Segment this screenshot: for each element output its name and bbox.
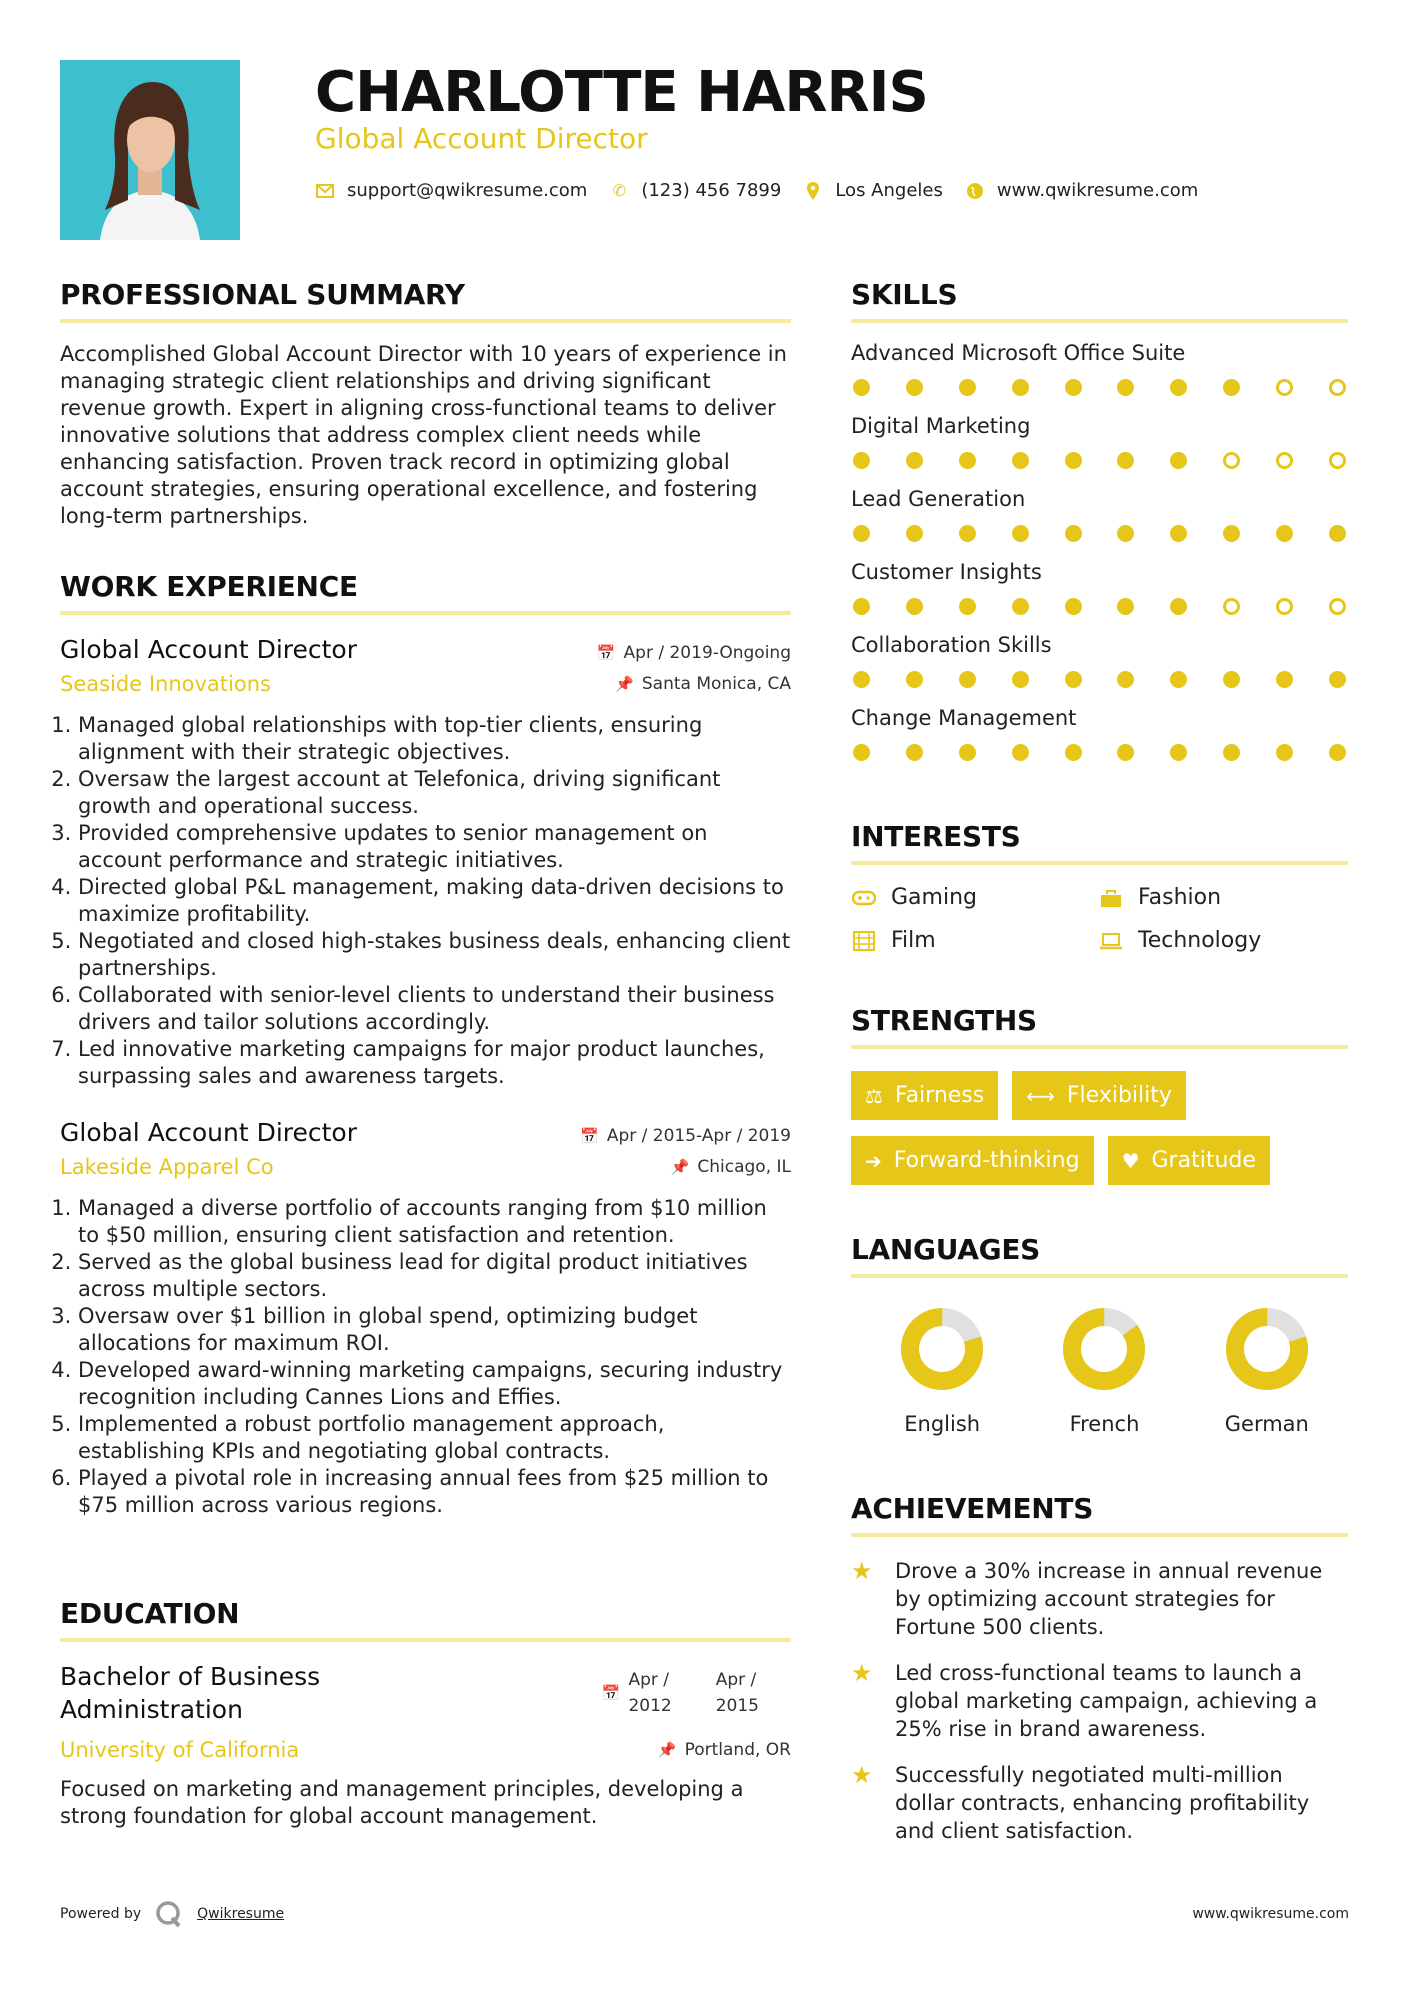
gamepad-icon bbox=[851, 890, 877, 906]
powered-by-text: Powered by bbox=[60, 1906, 142, 1922]
achievements-heading: ACHIEVEMENTS bbox=[851, 1492, 1348, 1537]
rating-dot bbox=[1223, 452, 1240, 469]
interest-label: Fashion bbox=[1138, 885, 1222, 910]
star-icon: ★ bbox=[851, 1557, 873, 1585]
rating-dot bbox=[906, 525, 923, 542]
rating-dot bbox=[1276, 379, 1293, 396]
experience-section bbox=[60, 570, 791, 1519]
list-item: 3. Provided comprehensive updates to senior management on account performance and strategic initiatives. bbox=[78, 820, 791, 874]
list-item: 7. Led innovative marketing campaigns for major product launches, surpassing sales and awareness targets. bbox=[78, 1036, 791, 1090]
rating-dot bbox=[1329, 598, 1346, 615]
rating-dot bbox=[959, 452, 976, 469]
rating-dot bbox=[959, 525, 976, 542]
rating-dot bbox=[1329, 452, 1346, 469]
achievement-text: Led cross-functional teams to launch a global marketing campaign, achieving a 25% rise in brand awareness. bbox=[895, 1661, 1318, 1741]
job-location-text: Chicago, IL bbox=[697, 1157, 791, 1177]
rating-dot bbox=[1117, 744, 1134, 761]
laptop-icon bbox=[1098, 932, 1124, 950]
contact-website[interactable] bbox=[965, 180, 1198, 201]
contact-bar bbox=[315, 180, 1220, 201]
education-heading: EDUCATION bbox=[60, 1597, 791, 1642]
rating-dot bbox=[1117, 525, 1134, 542]
rating-dot bbox=[959, 379, 976, 396]
skill-name: Digital Marketing bbox=[851, 414, 1031, 438]
location-text: Los Angeles bbox=[835, 180, 943, 201]
rating-dot bbox=[1276, 744, 1293, 761]
rating-dot bbox=[1065, 525, 1082, 542]
interest-item bbox=[851, 928, 1098, 953]
interests-heading: INTERESTS bbox=[851, 820, 1348, 865]
rating-dot bbox=[1065, 452, 1082, 469]
interest-label: Film bbox=[891, 928, 936, 953]
rating-dot bbox=[1117, 379, 1134, 396]
brand-link[interactable]: Qwikresume bbox=[197, 1906, 285, 1922]
list-item: 5. Negotiated and closed high-stakes business deals, enhancing client partnerships. bbox=[78, 928, 791, 982]
rating-dot bbox=[959, 671, 976, 688]
website-text: www.qwikresume.com bbox=[996, 180, 1199, 201]
language-donut bbox=[1222, 1304, 1312, 1394]
list-item: 6. Collaborated with senior-level clients to understand their business drivers and tailor solutions accordingly. bbox=[78, 982, 791, 1036]
rating-dot bbox=[1329, 379, 1346, 396]
languages-heading: LANGUAGES bbox=[851, 1233, 1348, 1278]
rating-dot bbox=[906, 671, 923, 688]
language-item bbox=[861, 1304, 1023, 1436]
qwikresume-logo-icon bbox=[155, 1900, 183, 1928]
rating-dot bbox=[906, 744, 923, 761]
rating-dot bbox=[1223, 525, 1240, 542]
strength-label: Gratitude bbox=[1151, 1148, 1256, 1173]
rating-dot bbox=[1170, 525, 1187, 542]
skill-name: Lead Generation bbox=[851, 487, 1026, 511]
interest-item bbox=[1098, 885, 1348, 910]
skill-name: Collaboration Skills bbox=[851, 633, 1052, 657]
interest-label: Technology bbox=[1138, 928, 1262, 953]
skills-section bbox=[851, 278, 1348, 761]
skill-item bbox=[851, 414, 1348, 469]
strength-label: Flexibility bbox=[1066, 1083, 1172, 1108]
rating-dot bbox=[853, 452, 870, 469]
summary-text: Accomplished Global Account Director with 10 years of experience in managing strategic client relationships and driving significant revenue growth. Expert in aligning cross-functional teams to deliver innovative solutions that address complex client needs while enhancing satisfaction. Proven track record in optimizing global account strategies, ensuring operational excellence, and fostering long-term partnerships. bbox=[60, 342, 787, 528]
balance-scale-icon: ⚖ bbox=[865, 1083, 883, 1108]
job-entry bbox=[60, 1118, 791, 1519]
job-date bbox=[597, 643, 791, 663]
calendar-icon: 📅 bbox=[580, 1127, 599, 1145]
languages-list bbox=[851, 1304, 1348, 1436]
language-name: French bbox=[1069, 1412, 1140, 1436]
strength-label: Forward-thinking bbox=[893, 1148, 1080, 1173]
footer-powered-by bbox=[60, 1900, 284, 1928]
skill-item bbox=[851, 341, 1348, 396]
strength-tag bbox=[851, 1136, 1094, 1185]
education-dates bbox=[602, 1660, 759, 1726]
bag-icon bbox=[1098, 888, 1124, 908]
left-column bbox=[60, 278, 791, 530]
job-location bbox=[671, 1157, 791, 1177]
job-bullets bbox=[60, 1195, 791, 1519]
star-icon: ★ bbox=[851, 1659, 873, 1687]
rating-dot bbox=[1117, 598, 1134, 615]
job-title: Global Account Director bbox=[60, 1118, 358, 1147]
rating-dot bbox=[1170, 744, 1187, 761]
rating-dot bbox=[1276, 598, 1293, 615]
interests-section bbox=[851, 820, 1348, 953]
degree-line: Bachelor of Business bbox=[60, 1662, 321, 1691]
star-icon: ★ bbox=[851, 1761, 873, 1789]
skill-name: Change Management bbox=[851, 706, 1077, 730]
education-location bbox=[658, 1740, 791, 1760]
rating-dot bbox=[959, 744, 976, 761]
calendar-icon: 📅 bbox=[596, 644, 616, 662]
list-item: 5. Implemented a robust portfolio management approach, establishing KPIs and negotiating global contracts. bbox=[78, 1411, 791, 1465]
rating-dot bbox=[853, 744, 870, 761]
summary-heading: PROFESSIONAL SUMMARY bbox=[60, 278, 791, 323]
rating-dot bbox=[959, 598, 976, 615]
interest-item bbox=[1098, 928, 1348, 953]
rating-dot bbox=[1012, 671, 1029, 688]
skill-item bbox=[851, 560, 1348, 615]
skill-item bbox=[851, 706, 1348, 761]
list-item: 2. Oversaw the largest account at Telefonica, driving significant growth and operational success. bbox=[78, 766, 791, 820]
achievement-item bbox=[851, 1761, 1348, 1845]
skill-rating bbox=[851, 525, 1348, 542]
rating-dot bbox=[1012, 525, 1029, 542]
achievement-item bbox=[851, 1557, 1348, 1641]
job-bullets bbox=[60, 712, 791, 1090]
rating-dot bbox=[1065, 671, 1082, 688]
rating-dot bbox=[1065, 598, 1082, 615]
languages-section bbox=[851, 1233, 1348, 1436]
globe-icon bbox=[965, 181, 985, 201]
rating-dot bbox=[906, 379, 923, 396]
phone-text: (123) 456 7899 bbox=[641, 180, 782, 201]
rating-dot bbox=[1117, 452, 1134, 469]
pin-icon: 📌 bbox=[615, 675, 634, 693]
company-name: Lakeside Apparel Co bbox=[60, 1155, 274, 1179]
profile-photo bbox=[60, 60, 240, 240]
rating-dot bbox=[906, 452, 923, 469]
candidate-title: Global Account Director bbox=[315, 122, 648, 155]
job-date bbox=[580, 1126, 791, 1146]
rating-dot bbox=[1170, 671, 1187, 688]
language-name: English bbox=[904, 1412, 981, 1436]
skills-list bbox=[851, 341, 1348, 761]
job-location-text: Santa Monica, CA bbox=[641, 674, 791, 694]
rating-dot bbox=[1329, 744, 1346, 761]
contact-location bbox=[803, 180, 943, 201]
pin-icon: 📌 bbox=[657, 1741, 677, 1759]
strength-tag bbox=[851, 1071, 998, 1120]
calendar-icon: 📅 bbox=[601, 1684, 621, 1702]
contact-phone[interactable] bbox=[609, 180, 781, 201]
envelope-icon bbox=[315, 181, 335, 201]
education-section bbox=[60, 1597, 791, 1830]
company-name: Seaside Innovations bbox=[60, 672, 271, 696]
skill-item bbox=[851, 487, 1348, 542]
language-donut bbox=[897, 1304, 987, 1394]
language-name: German bbox=[1224, 1412, 1309, 1436]
interest-label: Gaming bbox=[891, 885, 977, 910]
experience-heading: WORK EXPERIENCE bbox=[60, 570, 791, 615]
rating-dot bbox=[1065, 379, 1082, 396]
skill-rating bbox=[851, 598, 1348, 615]
skills-heading: SKILLS bbox=[851, 278, 1348, 323]
strength-tag bbox=[1012, 1071, 1186, 1120]
skill-name: Customer Insights bbox=[851, 560, 1042, 584]
list-item: 4. Directed global P&L management, making data-driven decisions to maximize profitability. bbox=[78, 874, 791, 928]
job-location bbox=[615, 674, 791, 694]
rating-dot bbox=[853, 379, 870, 396]
list-item: 1. Managed global relationships with top-tier clients, ensuring alignment with their strategic objectives. bbox=[78, 712, 791, 766]
footer-website[interactable]: www.qwikresume.com bbox=[1192, 1906, 1349, 1922]
skill-rating bbox=[851, 744, 1348, 761]
rating-dot bbox=[1012, 379, 1029, 396]
strength-label: Fairness bbox=[894, 1083, 985, 1108]
job-title: Global Account Director bbox=[60, 635, 358, 664]
list-item: 3. Oversaw over $1 billion in global spend, optimizing budget allocations for maximum ROI. bbox=[78, 1303, 791, 1357]
rating-dot bbox=[1117, 671, 1134, 688]
map-pin-icon bbox=[803, 181, 823, 201]
film-icon bbox=[851, 931, 877, 951]
job-entry bbox=[60, 635, 791, 1090]
language-donut bbox=[1059, 1304, 1149, 1394]
language-item bbox=[1023, 1304, 1185, 1436]
edu-end-month: Apr / bbox=[715, 1670, 757, 1690]
school-name: University of California bbox=[60, 1738, 300, 1762]
rating-dot bbox=[1223, 598, 1240, 615]
rating-dot bbox=[1223, 671, 1240, 688]
heart-icon: ♥ bbox=[1121, 1148, 1140, 1173]
rating-dot bbox=[853, 598, 870, 615]
rating-dot bbox=[1012, 598, 1029, 615]
edu-end-year: 2015 bbox=[715, 1696, 759, 1716]
skill-rating bbox=[851, 671, 1348, 688]
contact-email[interactable] bbox=[315, 180, 587, 201]
job-date-text: Apr / 2019-Ongoing bbox=[623, 643, 791, 663]
language-item bbox=[1186, 1304, 1348, 1436]
edu-start-year: 2012 bbox=[628, 1696, 672, 1716]
rating-dot bbox=[1223, 379, 1240, 396]
candidate-name: CHARLOTTE HARRIS bbox=[315, 60, 928, 125]
pin-icon: 📌 bbox=[670, 1158, 690, 1176]
rating-dot bbox=[906, 598, 923, 615]
rating-dot bbox=[853, 671, 870, 688]
rating-dot bbox=[1065, 744, 1082, 761]
achievement-item bbox=[851, 1659, 1348, 1743]
degree-line: Administration bbox=[60, 1695, 243, 1724]
job-date-text: Apr / 2015-Apr / 2019 bbox=[606, 1126, 791, 1146]
skill-item bbox=[851, 633, 1348, 688]
rating-dot bbox=[1170, 379, 1187, 396]
rating-dot bbox=[1170, 598, 1187, 615]
rating-dot bbox=[1012, 452, 1029, 469]
strength-tag bbox=[1108, 1136, 1270, 1185]
rating-dot bbox=[1276, 671, 1293, 688]
list-item: 6. Played a pivotal role in increasing annual fees from $25 million to $75 million across various regions. bbox=[78, 1465, 791, 1519]
achievement-text: Drove a 30% increase in annual revenue by optimizing account strategies for Fortune 500 clients. bbox=[895, 1559, 1323, 1639]
arrow-right-icon: ➔ bbox=[865, 1148, 882, 1173]
rating-dot bbox=[853, 525, 870, 542]
email-text: support@qwikresume.com bbox=[347, 180, 588, 201]
rating-dot bbox=[1329, 671, 1346, 688]
achievement-text: Successfully negotiated multi-million dollar contracts, enhancing profitability and client satisfaction. bbox=[895, 1763, 1310, 1843]
rating-dot bbox=[1223, 744, 1240, 761]
rating-dot bbox=[1276, 452, 1293, 469]
degree-title bbox=[60, 1660, 320, 1726]
edu-start-month: Apr / bbox=[628, 1670, 670, 1690]
list-item: 4. Developed award-winning marketing campaigns, securing industry recognition including Cannes Lions and Effies. bbox=[78, 1357, 791, 1411]
skill-rating bbox=[851, 452, 1348, 469]
edu-location-text: Portland, OR bbox=[684, 1740, 791, 1760]
rating-dot bbox=[1012, 744, 1029, 761]
education-description: Focused on marketing and management principles, developing a strong foundation for global account management. bbox=[60, 1777, 744, 1828]
skill-rating bbox=[851, 379, 1348, 396]
interest-item bbox=[851, 885, 1098, 910]
rating-dot bbox=[1329, 525, 1346, 542]
phone-icon: ✆ bbox=[612, 181, 627, 200]
achievements-section bbox=[851, 1492, 1348, 1845]
list-item: 1. Managed a diverse portfolio of accounts ranging from $10 million to $50 million, ensuring client satisfaction and retention. bbox=[78, 1195, 791, 1249]
strengths-heading: STRENGTHS bbox=[851, 1004, 1348, 1049]
rating-dot bbox=[1276, 525, 1293, 542]
skill-name: Advanced Microsoft Office Suite bbox=[851, 341, 1186, 365]
language-arc bbox=[1060, 1304, 1149, 1393]
strengths-section bbox=[851, 1004, 1348, 1185]
arrows-horizontal-icon: ⟷ bbox=[1026, 1083, 1055, 1108]
list-item: 2. Served as the global business lead for digital product initiatives across multiple sectors. bbox=[78, 1249, 791, 1303]
rating-dot bbox=[1170, 452, 1187, 469]
